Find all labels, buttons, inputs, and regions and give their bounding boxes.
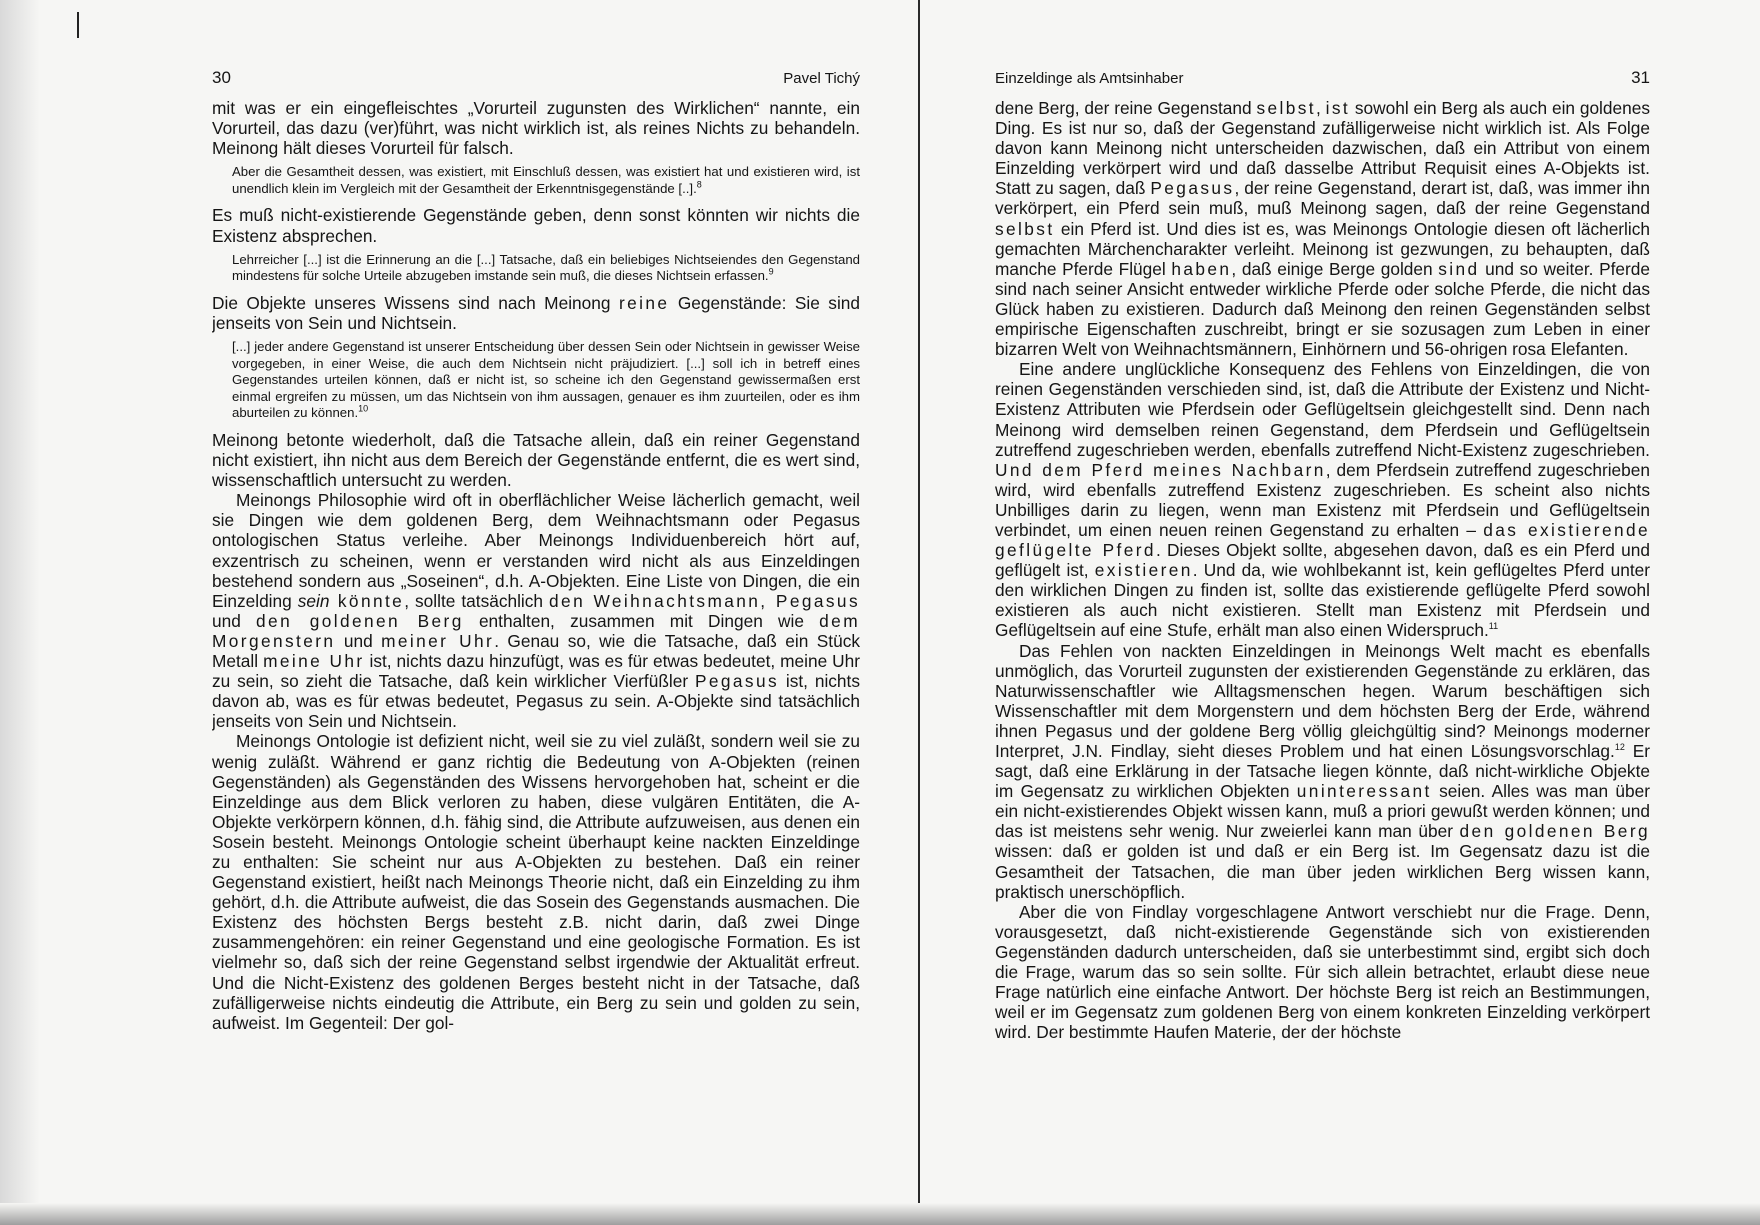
italic-emphasis: sein bbox=[297, 590, 330, 611]
page-number: 31 bbox=[1631, 68, 1650, 87]
block-quote: Aber die Gesamtheit dessen, was existiert, mit Einschluß dessen, was existiert hat und existieren wird, ist unendlich klein im Vergleich mit der Gesamtheit der Erkenntnisgegenstände [..].$^8$ bbox=[232, 164, 860, 196]
paragraph: Meinongs Philosophie wird oft in oberflächlicher Weise lächerlich gemacht, weil sie Dingen wie dem goldenen Berg, dem Weihnachtsmann oder Pegasus ontologischen Status verleihe. Aber Meinongs Individuenbereich hört auf, exzentrisch zu scheinen, wenn er verstanden wird nicht als aus Einzeldingen bestehend sondern aus „Soseinen“, d.h. A-Objekten. Eine Liste von Dingen, die ein Einzelding sein könnte, sollte tatsächlich den Weihnachtsmann, Pegasus und den goldenen Berg enthalten, zusammen mit Dingen wie dem Morgenstern und meiner Uhr. Genau so, wie die Tatsache, daß ein Stück Metall meine Uhr ist, nichts dazu hinzufügt, was es für etwas bedeutet, meine Uhr zu sein, so zieht die Tatsache, daß kein wirklicher Vierfüßler Pegasus ist, nichts davon ab, was es für etwas bedeutet, Pegasus zu sein. A-Objekte sind tatsächlich jenseits von Sein und Nichtsein. bbox=[212, 490, 860, 732]
paragraph: Es muß nicht-existierende Gegenstände geben, denn sonst könnten wir nichts die Existenz absprechen. bbox=[212, 205, 860, 246]
paragraph: mit was er ein eingefleischtes „Vorurteil zugunsten des Wirklichen“ nannte, ein Vorurteil, das dazu (ver)führt, was nicht wirklich ist, als reines Nichts zu behandeln. Meinong hält dieses Vorurteil für falsch. bbox=[212, 98, 860, 159]
spaced-emphasis: sind bbox=[1438, 258, 1480, 279]
left-page bbox=[212, 68, 860, 1208]
footnote-ref: 8 bbox=[696, 179, 702, 190]
spaced-emphasis: existieren bbox=[1094, 560, 1193, 581]
page-number: 30 bbox=[212, 68, 231, 87]
paragraph: Meinongs Ontologie ist defizient nicht, weil sie zu viel zuläßt, sondern weil sie zu wenig zuläßt. Während er ganz richtig die Bedeutung von A-Objekten (reinen Gegenständen) als Gegenständen des Wissens hervorgehoben hat, scheint er die Einzeldinge aus dem Blick verloren zu haben, diese vulgären Entitäten, die A-Objekte verkörpern können, d.h. fähig sind, die Attribute aufzuweisen, aus denen ein Sosein besteht. Meinongs Ontologie scheint überhaupt keine nackten Einzeldinge zu enthalten: Sie scheint nur aus A-Objekten zu bestehen. Daß ein reiner Gegenstand existiert, heißt nach Meinongs Theorie nicht, daß ein Einzelding zu ihm gehört, d.h. die Attribute aufweist, die das Sosein des Gegenstands ausmachen. Die Existenz des höchsten Bergs besteht z.B. nicht darin, daß zwei Dinge zusammengehören: ein reiner Gegenstand und eine geologische Formation. Es ist vielmehr so, daß sich der reine Gegenstand selbst irgendwie der Aktualität erfreut. Und die Nicht-Existenz des goldenen Berges besteht nicht in der Tatsache, daß zufälligerweise nichts eindeutig die Attribute, ein Berg zu sein und golden zu sein, aufweist. Im Gegenteil: Der gol- bbox=[212, 731, 860, 1033]
spaced-emphasis: könnte bbox=[329, 590, 405, 611]
page-edge-shadow bbox=[0, 0, 40, 1225]
book-gutter bbox=[918, 0, 920, 1225]
spaced-emphasis: Pegasus bbox=[694, 671, 780, 692]
footnote-ref: 11 bbox=[1488, 621, 1499, 632]
spaced-emphasis: reine bbox=[618, 292, 670, 313]
running-head: Pavel Tichý bbox=[783, 70, 860, 87]
right-page-header bbox=[995, 68, 1650, 98]
left-page-header bbox=[212, 68, 860, 98]
spaced-emphasis: selbst bbox=[995, 218, 1055, 239]
spaced-emphasis: Pegasus bbox=[1150, 178, 1235, 199]
spaced-emphasis: Und dem Pferd meines Nachbarn bbox=[995, 459, 1326, 480]
scan-mark bbox=[77, 12, 79, 38]
running-head: Einzeldinge als Amtsinhaber bbox=[995, 70, 1184, 87]
right-page bbox=[995, 68, 1650, 1208]
spaced-emphasis: meine Uhr bbox=[263, 651, 365, 672]
footnote-ref: 10 bbox=[358, 404, 369, 415]
spaced-emphasis: den goldenen Berg bbox=[256, 610, 464, 631]
spaced-emphasis: selbst bbox=[1256, 98, 1316, 118]
paragraph: Die Objekte unseres Wissens sind nach Meinong reine Gegenstände: Sie sind jenseits von Sein und Nichtsein. bbox=[212, 292, 860, 333]
paragraph: Meinong betonte wiederholt, daß die Tatsache allein, daß ein reiner Gegenstand nicht existiert, ihn nicht aus dem Bereich der Gegenstände entfernt, die es wert sind, wissenschaftlich untersucht zu werden. bbox=[212, 430, 860, 491]
paragraph: Aber die von Findlay vorgeschlagene Antwort verschiebt nur die Frage. Denn, vorausgesetzt, daß nicht-existierende Gegenstände sich von existierenden Gegenständen dadurch unterscheiden, daß sie unterbestimmt sind, ergibt sich doch die Frage, warum das so sein sollte. Für sich allein betrachtet, erlaubt diese neue Frage natürlich eine einfache Antwort. Der höchste Berg ist reich an Bestimmungen, weil er im Gegensatz zum goldenen Berg von einem konkreten Einzelding verkörpert wird. Der bestimmte Haufen Materie, der der höchste bbox=[995, 901, 1650, 1043]
spaced-emphasis: den goldenen Berg bbox=[1459, 821, 1650, 842]
paragraph: dene Berg, der reine Gegenstand selbst, ist sowohl ein Berg als auch ein goldenes Ding. Es ist nur so, daß der Gegenstand zufälligerweise nicht wirklich ist. Als Folge davon kann Meinong nicht unterscheiden dazwischen, daß ein Attribut von einem Einzelding verkörpert wird und daß dasselbe Attribut Requisit eines A-Objekts ist. Statt zu sagen, daß Pegasus, der reine Gegenstand, derart ist, daß, was immer ihn verkörpert, ein Pferd sein muß, muß Meinong sagen, daß der reine Gegenstand selbst ein Pferd ist. Und dies ist es, was Meinongs Ontologie diesen oft lächerlich gemachten Märchencharakter verleiht. Meinong ist gezwungen, zu behaupten, daß manche Pferde Flügel haben, daß einige Berge golden sind und so weiter. Pferde sind nach seiner Ansicht entweder wirkliche Pferde oder solche Pferde, die nicht das Glück haben zu existieren. Dadurch daß Meinong den reinen Gegenständen selbst empirische Eigenschaften zuschreibt, bringt er sie sozusagen zum Leben in einer bizarren Welt von Weihnachtsmännern, Einhörnern und 56-ohrigen rosa Elefanten. bbox=[995, 98, 1650, 360]
paragraph: Das Fehlen von nackten Einzeldingen in Meinongs Welt macht es ebenfalls unmöglich, das Vorurteil zugunsten der existierenden Gegenstände zu erklären, das Naturwissenschaftler wie Alltagsmenschen hegen. Warum beschäftigen sich Wissenschaftler mit dem Morgenstern und dem höchsten Berg der Erde, während ihnen Pegasus und der goldene Berg völlig gleichgültig sind? Meinongs moderner Interpret, J.N. Findlay, sieht dieses Problem und hat einen Lösungsvorschlag.$^{12}$ Er sagt, daß eine Erklärung in der Tatsache liegen könnte, daß nicht-wirkliche Objekte im Gegensatz zu wirklichen Objekten uninteressant seien. Alles was man über ein nicht-existierendes Objekt wissen kann, muß a priori gewußt werden können; und das ist meistens sehr wenig. Nur zweierlei kann man über den goldenen Berg wissen: daß er golden ist und daß er ein Berg ist. Im Gegensatz dazu ist die Gesamtheit der Tatsachen, die man über jeden wirklichen Berg wissen kann, praktisch unerschöpflich. bbox=[995, 640, 1650, 902]
spaced-emphasis: ist bbox=[1325, 98, 1351, 118]
paragraph: Eine andere unglückliche Konsequenz des Fehlens von Einzeldingen, die von reinen Gegenständen verschieden sind, ist, daß die Attribute der Existenz und Nicht-Existenz Attributen wie Pferdsein oder Geflügeltsein gleichgestellt sind. Denn nach Meinong wird demselben reinen Gegenstand, dem Pferdsein und Geflügeltsein zutreffend zugeschrieben werden, ebenfalls zutreffend Nicht-Existenz zugeschrieben. Und dem Pferd meines Nachbarn, dem Pferdsein zutreffend zugeschrieben wird, wird ebenfalls zutreffend Existenz zugeschrieben. Es scheint also nichts Unbilliges darin zu liegen, wenn man Existenz mit Pferdsein und Geflügeltsein verbindet, um einen neuen reinen Gegenstand zu erhalten – das existierende geflügelte Pferd. Dieses Objekt sollte, abgesehen davon, daß es ein Pferd und geflügelt ist, existieren. Und da, wie wohlbekannt ist, kein geflügeltes Pferd unter den wirklichen Dingen zu finden ist, sollte das existierende geflügelte Pferd sowohl existieren als auch nicht existieren. Stellt man Existenz mit Pferdsein und Geflügeltsein auf eine Stufe, erhält man also einen Widerspruch.$^{11}$ bbox=[995, 359, 1650, 641]
footnote-ref: 12 bbox=[1614, 742, 1625, 753]
block-quote: [...] jeder andere Gegenstand ist unserer Entscheidung über dessen Sein oder Nichtsein in gewisser Weise vorgegeben, in einer Weise, die auch dem Nichtsein nicht präjudiziert. [...] soll ich in betreff eines Gegenstandes urteilen können, daß er nicht ist, so scheine ich den Gegenstand gewissermaßen erst einmal ergreifen zu müssen, um das Nichtsein von ihm aussagen, genauer es ihm zuurteilen, oder es ihm aburteilen zu können.$^{10}$ bbox=[232, 339, 860, 421]
spaced-emphasis: uninteressant bbox=[1296, 781, 1432, 802]
spaced-emphasis: haben bbox=[1171, 258, 1232, 279]
footnote-ref: 9 bbox=[768, 266, 774, 277]
spaced-emphasis: den Weihnachtsmann, Pegasus bbox=[549, 590, 860, 611]
spaced-emphasis: dem Morgenstern bbox=[212, 610, 860, 651]
spaced-emphasis: das existierende geflügelte Pferd bbox=[995, 519, 1650, 561]
block-quote: Lehrreicher [...] ist die Erinnerung an die [...] Tatsache, daß ein beliebiges Nichtseiendes den Gegenstand mindestens für solche Urteile abzugeben imstande sein muß, die dieses Nichtsein erfassen.$^9$ bbox=[232, 251, 860, 284]
spaced-emphasis: meiner Uhr bbox=[381, 630, 495, 651]
